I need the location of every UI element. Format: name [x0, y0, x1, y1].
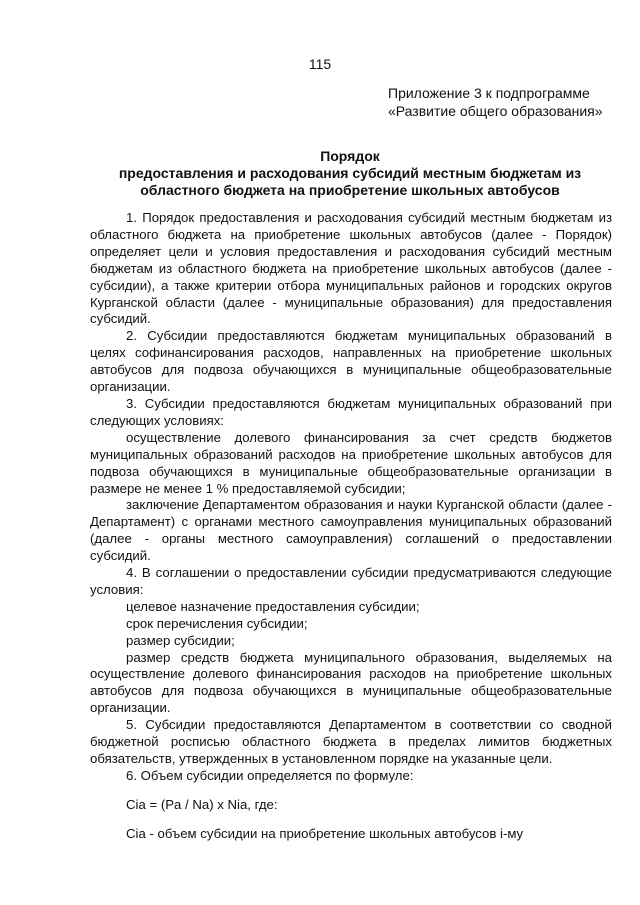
page-number: 115	[308, 56, 332, 72]
appendix-line-2: «Развитие общего образования»	[388, 103, 603, 119]
paragraph: заключение Департаментом образования и науки Курганской области (далее - Департамент) с органами местного самоуправления муниципальных образований (далее - органы местного самоуправления) соглашений о предоставлении субсидий.	[90, 497, 612, 564]
document-body	[90, 210, 612, 843]
definition: Cia - объем субсидии на приобретение школьных автобусов i-му	[126, 825, 524, 841]
paragraph: осуществление долевого финансирования за счет средств бюджетов муниципальных образований расходов на приобретение школьных автобусов для подвоза обучающихся в муниципальные общеобразовательные организации в размере не менее 1 % предоставляемой субсидии;	[90, 429, 612, 496]
appendix-header	[388, 84, 628, 120]
title-line-1: Порядок	[320, 148, 380, 164]
paragraph: 3. Субсидии предоставляются бюджетам муниципальных образований при следующих условиях:	[90, 395, 612, 428]
paragraph: 6. Объем субсидии определяется по формуле:	[126, 767, 414, 783]
document-title	[90, 148, 610, 199]
paragraph: 1. Порядок предоставления и расходования субсидий местным бюджетам из областного бюджета на приобретение школьных автобусов (далее - Порядок) определяет цели и условия предоставления и расходования субсидий местным бюджетам из областного бюджета на приобретение школьных автобусов (далее - субсидии), а также критерии отбора муниципальных районов и городских округов Курганской области (далее - муниципальные образования) для предоставления субсидий.	[90, 210, 612, 327]
paragraph: размер средств бюджета муниципального образования, выделяемых на осуществление долевого финансирования расходов на приобретение школьных автобусов для подвоза обучающихся в муниципальные общеобразовательные организации.	[90, 649, 612, 716]
paragraph: размер субсидии;	[126, 632, 235, 648]
paragraph: 4. В соглашении о предоставлении субсидии предусматриваются следующие условия:	[90, 565, 612, 597]
appendix-line-1: Приложение 3 к подпрограмме	[388, 85, 590, 101]
formula: Cia = (Pa / Na) x Nia, где:	[126, 796, 278, 812]
paragraph: целевое назначение предоставления субсидии;	[126, 598, 420, 614]
title-line-2: предоставления и расходования субсидий местным бюджетам из областного бюджета на приобретение школьных автобусов	[118, 165, 582, 198]
paragraph: 2. Субсидии предоставляются бюджетам муниципальных образований в целях софинансирования расходов, направленных на приобретение школьных автобусов для подвоза обучающихся в муниципальные общеобразовательные организации.	[90, 328, 612, 395]
paragraph: срок перечисления субсидии;	[126, 615, 308, 631]
paragraph: 5. Субсидии предоставляются Департаментом в соответствии со сводной бюджетной росписью областного бюджета в пределах лимитов бюджетных обязательств, утвержденных в установленном порядке на указанные цели.	[90, 717, 612, 766]
